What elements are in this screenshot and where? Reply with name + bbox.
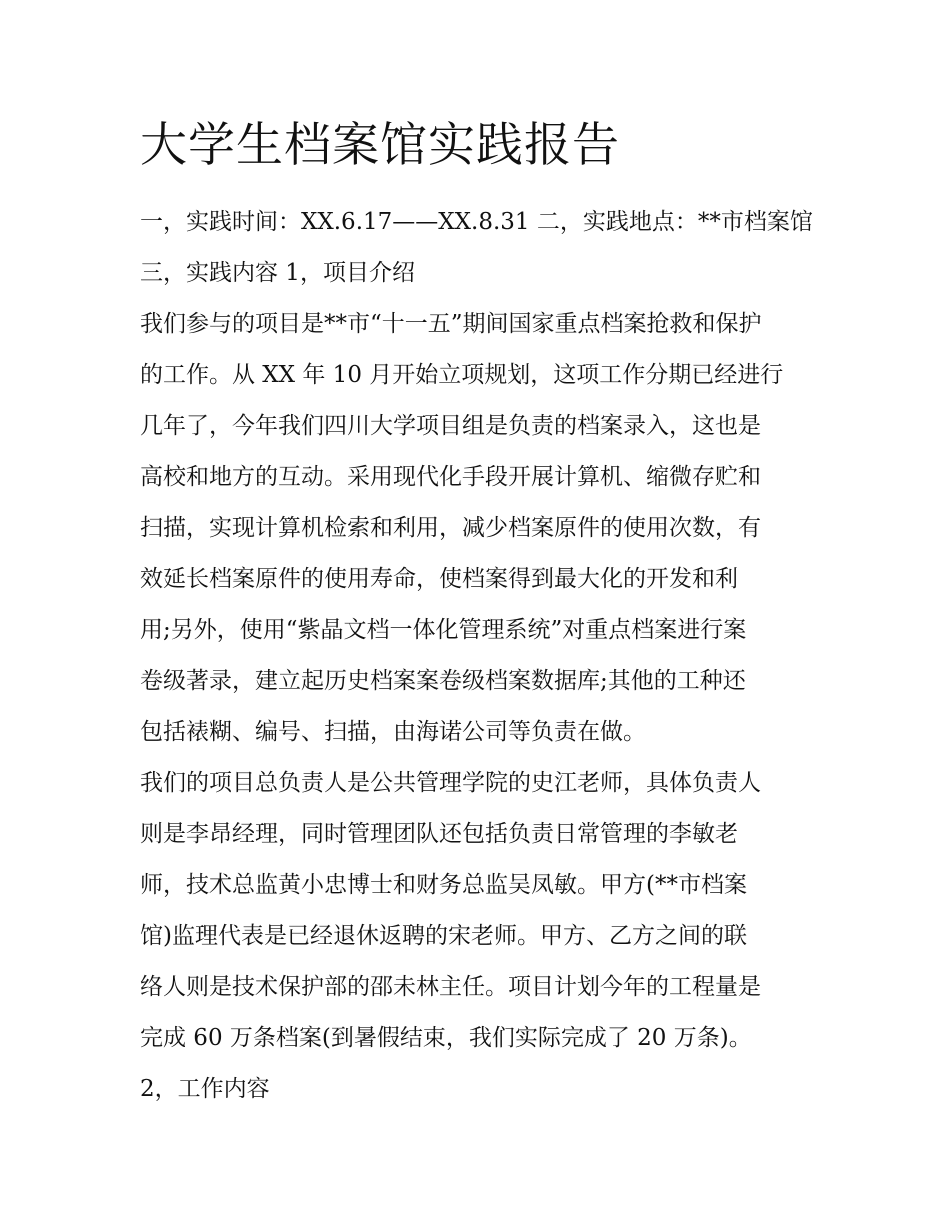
text-line: 包括裱糊、编号、扫描，由海诺公司等负责在做。 — [140, 719, 646, 745]
text-line: 我们的项目总负责人是公共管理学院的史江老师，具体负责人 — [140, 770, 761, 796]
text-line: 完成 60 万条档案(到暑假结束，我们实际完成了 20 万条)。 — [140, 1025, 752, 1051]
text-line-practice-time-place: 一，实践时间：XX.6.17——XX.8.31 二，实践地点：**市档案馆 — [140, 209, 813, 235]
text-line-work-content-heading: 2，工作内容 — [140, 1076, 270, 1102]
text-line: 几年了，今年我们四川大学项目组是负责的档案录入，这也是 — [140, 413, 761, 439]
text-line: 我们参与的项目是**市“十一五”期间国家重点档案抢救和保护 — [140, 311, 762, 337]
text-line: 则是李昂经理，同时管理团队还包括负责日常管理的李敏老 — [140, 821, 738, 847]
text-line: 高校和地方的互动。采用现代化手段开展计算机、缩微存贮和 — [140, 464, 761, 490]
text-line: 卷级著录，建立起历史档案案卷级档案数据库;其他的工种还 — [140, 668, 746, 694]
text-line: 用;另外，使用“紫晶文档一体化管理系统”对重点档案进行案 — [140, 617, 747, 643]
text-line: 扫描，实现计算机检索和利用，减少档案原件的使用次数，有 — [140, 515, 761, 541]
text-line: 的工作。从 XX 年 10 月开始立项规划，这项工作分期已经进行 — [140, 362, 784, 388]
text-line: 馆)监理代表是已经退休返聘的宋老师。甲方、乙方之间的联 — [140, 923, 747, 949]
text-line: 师，技术总监黄小忠博士和财务总监吴凤敏。甲方(**市档案 — [140, 872, 747, 898]
text-line: 效延长档案原件的使用寿命，使档案得到最大化的开发和利 — [140, 566, 738, 592]
text-line: 络人则是技术保护部的邵未林主任。项目计划今年的工程量是 — [140, 974, 761, 1000]
document-title: 大学生档案馆实践报告 — [140, 118, 620, 173]
text-line-practice-content-heading: 三，实践内容 1，项目介绍 — [140, 260, 415, 286]
